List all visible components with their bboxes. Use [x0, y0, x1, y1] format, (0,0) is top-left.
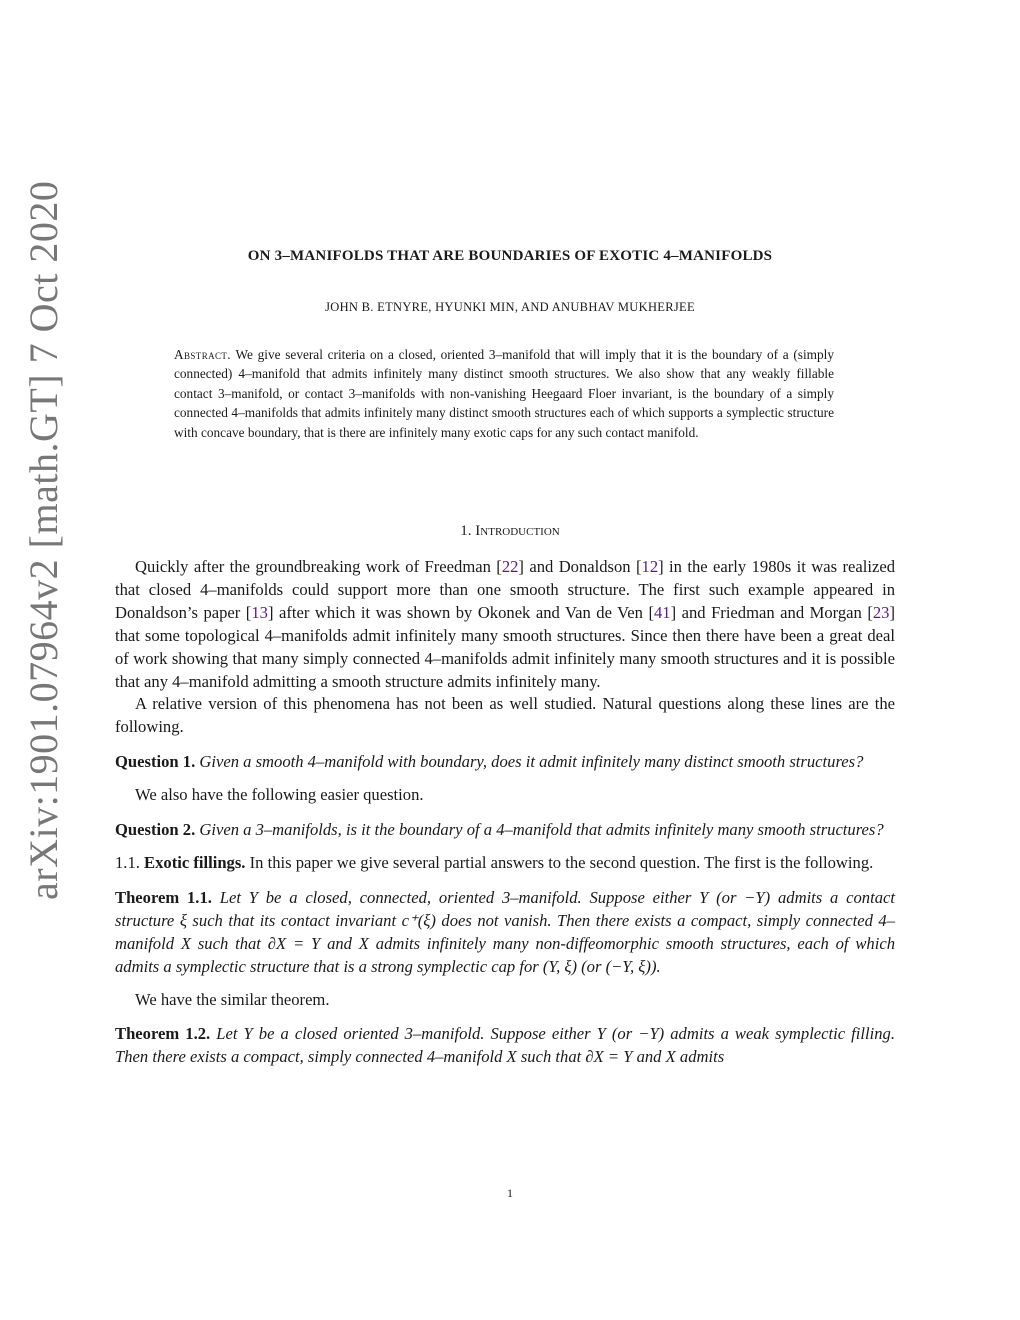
section-title: Introduction [475, 523, 560, 539]
citation-link[interactable]: 22 [501, 557, 519, 576]
text-run: ] that some topological 4–manifolds admit infinitely many smooth structures. Since then there have been a great deal of work showing that many simply connected 4–manifolds admit infinitely many smooth structures and it is possible that any 4–manifold admitting a smooth structure admits infinitely many. [115, 602, 895, 691]
question-2 [115, 819, 895, 842]
subsection-exotic-fillings [115, 852, 895, 875]
arxiv-stamp-text: arXiv:1901.07964v2 [math.GT] 7 Oct 2020 [21, 180, 66, 900]
theorem-1-1 [115, 887, 895, 979]
author-list: JOHN B. ETNYRE, HYUNKI MIN, AND ANUBHAV MUKHERJEE [325, 300, 695, 314]
theorem-1-2-text: Let Y be a closed oriented 3–manifold. Suppose either Y (or −Y) admits a weak symplectic filling. Then there exists a compact, simply connected 4–manifold X such that ∂X = Y and X admits [115, 1024, 895, 1067]
question-1-label: Question 1. [115, 752, 196, 772]
intro-paragraph-1 [115, 556, 895, 693]
theorem-1-2 [115, 1023, 895, 1069]
question-2-text: Given a 3–manifolds, is it the boundary of a 4–manifold that admits infinitely many smooth structures? [199, 820, 884, 840]
text-run: ] and Donaldson [ [518, 557, 642, 576]
citation-link[interactable]: 23 [872, 602, 890, 622]
question-1-text: Given a smooth 4–manifold with boundary, does it admit infinitely many distinct smooth structures? [199, 752, 864, 772]
section-heading [0, 523, 1020, 540]
question-2-label: Question 2. [115, 820, 196, 840]
paragraph-4: We have the similar theorem. [135, 989, 330, 1009]
body-text [115, 556, 895, 1069]
abstract-label: Abstract. [174, 347, 232, 362]
paragraph-3: We also have the following easier question. [135, 785, 424, 805]
abstract [174, 345, 834, 442]
text-run: Quickly after the groundbreaking work of Freedman [ [135, 557, 502, 576]
theorem-1-2-label: Theorem 1.2. [115, 1024, 211, 1044]
citation-link[interactable]: 41 [654, 602, 671, 622]
theorem-1-1-label: Theorem 1.1. [115, 887, 212, 907]
citation-link[interactable]: 12 [641, 557, 659, 576]
subsection-title: Exotic fillings. [144, 852, 246, 872]
intro-paragraph-2: A relative version of this phenomena has not been as well studied. Natural questions along these lines are the following. [115, 694, 895, 737]
section-number: 1. [460, 523, 472, 539]
subsection-text: In this paper we give several partial answers to the second question. The first is the following. [249, 852, 874, 872]
page-number: 1 [507, 1186, 513, 1200]
text-run: ] and Friedman and Morgan [ [670, 602, 873, 622]
question-1 [115, 751, 895, 774]
text-run: ] after which it was shown by Okonek and Van de Ven [ [267, 602, 654, 622]
theorem-1-1-text: Let Y be a closed, connected, oriented 3–manifold. Suppose either Y (or −Y) admits a contact structure ξ such that its contact invariant c⁺(ξ) does not vanish. Then there exists a compact, simply connected 4–manifold X such that ∂X = Y and X admits infinitely many non-diffeomorphic smooth structures, each of which admits a symplectic structure that is a strong symplectic cap for (Y, ξ) (or (−Y, ξ)). [115, 887, 895, 976]
paper-title: ON 3–MANIFOLDS THAT ARE BOUNDARIES OF EXOTIC 4–MANIFOLDS [247, 248, 773, 264]
abstract-text: We give several criteria on a closed, oriented 3–manifold that will imply that it is the boundary of a (simply connected) 4–manifold that admits infinitely many distinct smooth structures. We also show that any weakly fillable contact 3–manifold, or contact 3–manifolds with non-vanishing Heegaard Floer invariant, is the boundary of a simply connected 4–manifolds that admits infinitely many distinct smooth structures each of which supports a symplectic structure with concave boundary, that is there are infinitely many exotic caps for any such contact manifold. [174, 347, 834, 440]
subsection-number: 1.1. [115, 852, 140, 872]
citation-link[interactable]: 13 [251, 602, 268, 622]
text-run: ] in the early 1980s it was realized that closed 4–manifolds could support more than one smooth structure. The first such example appeared in Donaldson’s paper [ [115, 557, 895, 622]
